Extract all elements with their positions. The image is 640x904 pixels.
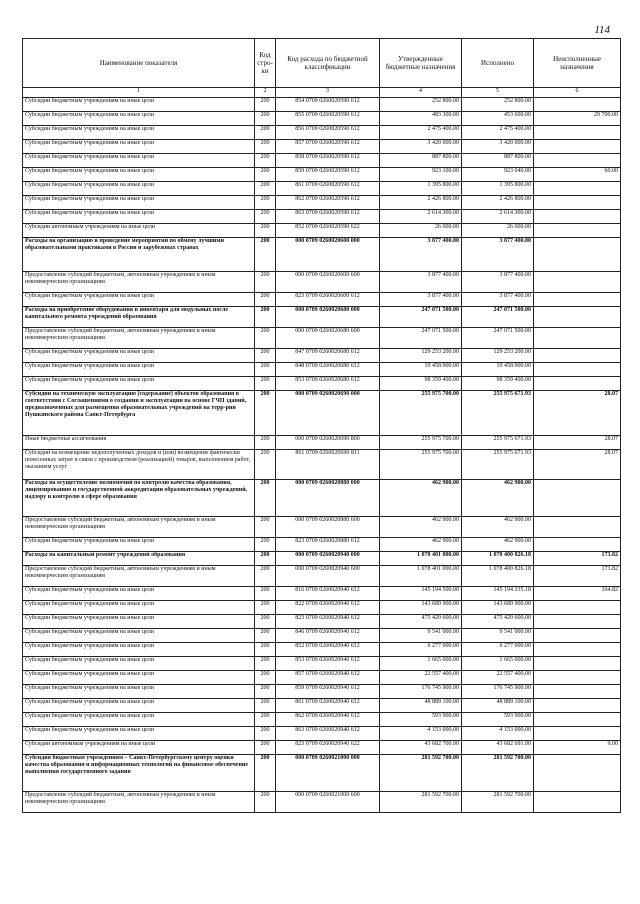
- row-name: Субсидии автономным учреждениям на иные цели: [23, 741, 255, 755]
- table-row: [23, 349, 621, 363]
- row-unexecuted-amount: [534, 727, 621, 741]
- row-line-code: 200: [255, 293, 276, 307]
- row-executed-amount: 1 078 400 826.18: [462, 552, 534, 566]
- row-name: Субсидии бюджетным учреждениям на иные цели: [23, 140, 255, 154]
- row-name: Субсидии бюджетным учреждениям на иные цели: [23, 629, 255, 643]
- row-approved-amount: 1 078 401 000.00: [380, 566, 462, 587]
- row-executed-amount: 1 078 400 826.18: [462, 566, 534, 587]
- table-row: [23, 792, 621, 813]
- row-name: Субсидии на возмещение недополученных доходов и (или) возмещение фактически понесенных затрат в связи с производством (реализацией) товаров, выполнением работ, оказанием услуг: [23, 450, 255, 480]
- row-line-code: 200: [255, 587, 276, 601]
- table-row: [23, 671, 621, 685]
- row-name: Субсидии бюджетным учреждениям на иные цели: [23, 615, 255, 629]
- row-classification-code: 000 0709 0260020940 600: [276, 566, 380, 587]
- row-line-code: 200: [255, 615, 276, 629]
- row-unexecuted-amount: 60.00: [534, 168, 621, 182]
- row-approved-amount: 475 420 600.00: [380, 615, 462, 629]
- row-line-code: 200: [255, 272, 276, 293]
- row-unexecuted-amount: [534, 657, 621, 671]
- table-row: [23, 168, 621, 182]
- table-row: [23, 98, 621, 112]
- row-approved-amount: 255 975 700.00: [380, 391, 462, 436]
- row-executed-amount: 9 541 000.00: [462, 629, 534, 643]
- row-classification-code: 000 0709 0260020690 000: [276, 391, 380, 436]
- row-unexecuted-amount: [534, 792, 621, 813]
- table-row: [23, 755, 621, 792]
- row-classification-code: 816 0709 0260020940 612: [276, 587, 380, 601]
- row-name: Субсидии бюджетным учреждениям на иные цели: [23, 210, 255, 224]
- row-classification-code: 000 0709 0260020940 000: [276, 552, 380, 566]
- row-classification-code: 848 0709 0260020680 612: [276, 363, 380, 377]
- row-executed-amount: 255 975 671.93: [462, 450, 534, 480]
- row-classification-code: 857 0709 0260020940 612: [276, 671, 380, 685]
- row-approved-amount: 3 877 400.00: [380, 293, 462, 307]
- row-name: Субсидии бюджетным учреждениям на иные цели: [23, 538, 255, 552]
- row-approved-amount: 145 194 500.00: [380, 587, 462, 601]
- row-unexecuted-amount: [534, 126, 621, 140]
- row-unexecuted-amount: [534, 755, 621, 792]
- row-executed-amount: 247 071 500.00: [462, 328, 534, 349]
- row-unexecuted-amount: [534, 328, 621, 349]
- row-approved-amount: 252 800.00: [380, 98, 462, 112]
- row-approved-amount: 3 877 400.00: [380, 272, 462, 293]
- row-classification-code: 000 0709 0260020690 800: [276, 436, 380, 450]
- row-unexecuted-amount: [534, 98, 621, 112]
- row-approved-amount: 462 900.00: [380, 480, 462, 517]
- row-line-code: 200: [255, 755, 276, 792]
- row-line-code: 200: [255, 671, 276, 685]
- row-unexecuted-amount: [534, 517, 621, 538]
- row-executed-amount: 19 458 900.00: [462, 363, 534, 377]
- table-row: [23, 224, 621, 238]
- row-classification-code: 862 0709 0260020590 612: [276, 196, 380, 210]
- table-row: [23, 615, 621, 629]
- row-classification-code: 858 0709 0260020590 612: [276, 154, 380, 168]
- row-classification-code: 854 0709 0260020590 612: [276, 98, 380, 112]
- row-approved-amount: 887 800.00: [380, 154, 462, 168]
- table-row: [23, 293, 621, 307]
- row-name: Субсидии бюджетным учреждениям на иные цели: [23, 293, 255, 307]
- row-line-code: 200: [255, 741, 276, 755]
- row-approved-amount: 2 475 400.00: [380, 126, 462, 140]
- row-name: Субсидии бюджетным учреждениям на иные цели: [23, 154, 255, 168]
- row-line-code: 200: [255, 238, 276, 272]
- row-line-code: 200: [255, 98, 276, 112]
- row-line-code: 200: [255, 328, 276, 349]
- table-row: [23, 307, 621, 328]
- row-name: Предоставление субсидий бюджетным, автономным учреждениям и иным некоммерческим организациям: [23, 328, 255, 349]
- row-approved-amount: 923 100.00: [380, 168, 462, 182]
- row-executed-amount: 145 194 335.18: [462, 587, 534, 601]
- row-executed-amount: 255 975 671.93: [462, 436, 534, 450]
- row-approved-amount: 255 975 700.00: [380, 436, 462, 450]
- row-executed-amount: 1 395 800.00: [462, 182, 534, 196]
- row-unexecuted-amount: [534, 643, 621, 657]
- row-line-code: 200: [255, 196, 276, 210]
- row-unexecuted-amount: [534, 196, 621, 210]
- row-unexecuted-amount: [534, 377, 621, 391]
- row-classification-code: 000 0709 0260020680 600: [276, 328, 380, 349]
- row-executed-amount: 143 680 900.00: [462, 601, 534, 615]
- col-number: 6: [534, 88, 621, 98]
- col-number: 4: [380, 88, 462, 98]
- row-unexecuted-amount: 28.07: [534, 391, 621, 436]
- row-line-code: 200: [255, 224, 276, 238]
- row-executed-amount: 593 900.00: [462, 713, 534, 727]
- row-line-code: 200: [255, 727, 276, 741]
- row-name: Субсидии бюджетным учреждениям на иные цели: [23, 587, 255, 601]
- row-line-code: 200: [255, 349, 276, 363]
- row-line-code: 200: [255, 552, 276, 566]
- row-line-code: 200: [255, 363, 276, 377]
- row-executed-amount: 887 800.00: [462, 154, 534, 168]
- row-classification-code: 861 0709 0260020690 811: [276, 450, 380, 480]
- row-executed-amount: 98 359 400.00: [462, 377, 534, 391]
- table-row: [23, 196, 621, 210]
- table-row: [23, 566, 621, 587]
- row-name: Субсидии бюджетным учреждениям на иные цели: [23, 671, 255, 685]
- row-line-code: 200: [255, 436, 276, 450]
- col-header-approved: Утвержденные бюджетные назначения: [380, 39, 462, 88]
- row-name: Субсидии бюджетным учреждениям на иные цели: [23, 182, 255, 196]
- row-unexecuted-amount: 28.07: [534, 450, 621, 480]
- row-executed-amount: 6 277 000.00: [462, 643, 534, 657]
- row-name: Субсидии бюджетным учреждениям на иные цели: [23, 713, 255, 727]
- row-approved-amount: 462 900.00: [380, 538, 462, 552]
- row-line-code: 200: [255, 685, 276, 699]
- row-unexecuted-amount: [534, 140, 621, 154]
- row-unexecuted-amount: [534, 272, 621, 293]
- row-unexecuted-amount: [534, 601, 621, 615]
- budget-report-table: [22, 38, 621, 813]
- row-approved-amount: 2 426 800.00: [380, 196, 462, 210]
- row-unexecuted-amount: [534, 307, 621, 328]
- row-name: Предоставление субсидий бюджетным, автономным учреждениям и иным некоммерческим организациям: [23, 566, 255, 587]
- table-row: [23, 210, 621, 224]
- row-unexecuted-amount: [534, 699, 621, 713]
- row-classification-code: 857 0709 0260020590 612: [276, 140, 380, 154]
- row-name: Расходы на организацию и проведение мероприятий по обмену лучшими образовательными практиками в России и зарубежных странах: [23, 238, 255, 272]
- col-header-unexecuted: Неисполненные назначения: [534, 39, 621, 88]
- row-unexecuted-amount: [534, 154, 621, 168]
- row-unexecuted-amount: [534, 182, 621, 196]
- row-name: Субсидии бюджетным учреждениям на иные цели: [23, 377, 255, 391]
- row-line-code: 200: [255, 307, 276, 328]
- row-unexecuted-amount: 9.00: [534, 741, 621, 755]
- row-line-code: 200: [255, 601, 276, 615]
- row-executed-amount: 4 153 000.00: [462, 727, 534, 741]
- row-approved-amount: 462 900.00: [380, 517, 462, 538]
- row-classification-code: 856 0709 0260020590 612: [276, 126, 380, 140]
- row-approved-amount: 98 359 400.00: [380, 377, 462, 391]
- row-approved-amount: 6 277 000.00: [380, 643, 462, 657]
- row-line-code: 200: [255, 182, 276, 196]
- row-executed-amount: 247 071 500.00: [462, 307, 534, 328]
- row-classification-code: 863 0709 0260020590 612: [276, 210, 380, 224]
- col-number: 5: [462, 88, 534, 98]
- row-approved-amount: 48 889 100.00: [380, 699, 462, 713]
- row-unexecuted-amount: [534, 224, 621, 238]
- row-classification-code: 861 0709 0260020940 612: [276, 699, 380, 713]
- table-row: [23, 552, 621, 566]
- row-line-code: 200: [255, 112, 276, 126]
- row-executed-amount: 281 592 700.00: [462, 755, 534, 792]
- table-row: [23, 140, 621, 154]
- row-unexecuted-amount: [534, 293, 621, 307]
- row-executed-amount: 1 665 000.00: [462, 657, 534, 671]
- row-approved-amount: 43 682 700.00: [380, 741, 462, 755]
- row-executed-amount: 3 420 000.00: [462, 140, 534, 154]
- table-row: [23, 741, 621, 755]
- row-classification-code: 000 0709 0260020600 600: [276, 272, 380, 293]
- row-line-code: 200: [255, 126, 276, 140]
- row-name: Расходы на приобретение оборудования и инвентаря для модульных после капитального ремонта учреждений образования: [23, 307, 255, 328]
- row-line-code: 200: [255, 657, 276, 671]
- row-classification-code: 852 0709 0260020940 612: [276, 643, 380, 657]
- row-name: Субсидии автономным учреждениям на иные цели: [23, 224, 255, 238]
- page-number: 114: [594, 24, 610, 36]
- row-name: Субсидии бюджетным учреждениям на иные цели: [23, 112, 255, 126]
- row-name: Субсидии бюджетным учреждениям на иные цели: [23, 685, 255, 699]
- row-approved-amount: 26 000.00: [380, 224, 462, 238]
- row-executed-amount: 475 420 600.00: [462, 615, 534, 629]
- row-executed-amount: 462 900.00: [462, 480, 534, 517]
- row-executed-amount: 462 900.00: [462, 517, 534, 538]
- col-header-executed: Исполнено: [462, 39, 534, 88]
- row-approved-amount: 593 900.00: [380, 713, 462, 727]
- row-executed-amount: 255 975 671.93: [462, 391, 534, 436]
- row-line-code: 200: [255, 377, 276, 391]
- row-approved-amount: 3 420 000.00: [380, 140, 462, 154]
- row-line-code: 200: [255, 566, 276, 587]
- row-approved-amount: 1 078 401 000.00: [380, 552, 462, 566]
- row-classification-code: 823 0709 0260020940 612: [276, 615, 380, 629]
- table-row: [23, 112, 621, 126]
- table-row: [23, 685, 621, 699]
- row-approved-amount: 281 592 700.00: [380, 792, 462, 813]
- row-name: Иные бюджетные ассигнования: [23, 436, 255, 450]
- row-classification-code: 861 0709 0260020590 612: [276, 182, 380, 196]
- row-approved-amount: 247 071 500.00: [380, 328, 462, 349]
- row-executed-amount: 22 557 400.00: [462, 671, 534, 685]
- row-unexecuted-amount: 29 700.00: [534, 112, 621, 126]
- row-classification-code: 862 0709 0260020940 612: [276, 713, 380, 727]
- row-executed-amount: 176 745 900.00: [462, 685, 534, 699]
- row-line-code: 200: [255, 792, 276, 813]
- row-executed-amount: 453 600.00: [462, 112, 534, 126]
- row-unexecuted-amount: 28.07: [534, 436, 621, 450]
- row-classification-code: 823 0709 0260020600 612: [276, 293, 380, 307]
- table-row: [23, 699, 621, 713]
- row-approved-amount: 4 153 000.00: [380, 727, 462, 741]
- row-approved-amount: 1 665 000.00: [380, 657, 462, 671]
- row-line-code: 200: [255, 699, 276, 713]
- row-line-code: 200: [255, 168, 276, 182]
- row-name: Субсидии бюджетным учреждениям на иные цели: [23, 349, 255, 363]
- row-approved-amount: 176 745 900.00: [380, 685, 462, 699]
- row-classification-code: 000 0709 0260021000 000: [276, 755, 380, 792]
- table-row: [23, 238, 621, 272]
- row-unexecuted-amount: [534, 629, 621, 643]
- row-unexecuted-amount: 164.82: [534, 587, 621, 601]
- row-approved-amount: 143 680 900.00: [380, 601, 462, 615]
- row-name: Предоставление субсидий бюджетным, автономным учреждениям и иным некоммерческим организациям: [23, 792, 255, 813]
- row-executed-amount: 129 253 200.00: [462, 349, 534, 363]
- row-executed-amount: 462 900.00: [462, 538, 534, 552]
- row-classification-code: 823 0709 0260020940 622: [276, 741, 380, 755]
- row-name: Субсидии бюджетным учреждениям на иные цели: [23, 126, 255, 140]
- row-approved-amount: 483 300.00: [380, 112, 462, 126]
- row-classification-code: 822 0709 0260020940 612: [276, 601, 380, 615]
- row-approved-amount: 255 975 700.00: [380, 450, 462, 480]
- row-unexecuted-amount: [534, 685, 621, 699]
- row-line-code: 200: [255, 538, 276, 552]
- table-row: [23, 629, 621, 643]
- row-classification-code: 846 0709 0260020940 612: [276, 629, 380, 643]
- row-unexecuted-amount: [534, 713, 621, 727]
- table-row: [23, 436, 621, 450]
- row-approved-amount: 281 592 700.00: [380, 755, 462, 792]
- row-unexecuted-amount: [534, 210, 621, 224]
- row-executed-amount: 3 877 400.00: [462, 272, 534, 293]
- row-name: Субсидия бюджетным учреждениям – Санкт-Петербургскому центру оценки качества образования и информационных технологий на финансовое обеспечение выполнения государственного задания: [23, 755, 255, 792]
- row-classification-code: 000 0709 0260020680 000: [276, 307, 380, 328]
- row-unexecuted-amount: [534, 671, 621, 685]
- table-row: [23, 657, 621, 671]
- table-row: [23, 328, 621, 349]
- row-classification-code: 853 0709 0260020680 612: [276, 377, 380, 391]
- row-unexecuted-amount: [534, 238, 621, 272]
- row-approved-amount: 19 458 900.00: [380, 363, 462, 377]
- row-executed-amount: 252 800.00: [462, 98, 534, 112]
- table-row: [23, 182, 621, 196]
- row-name: Субсидии бюджетным учреждениям на иные цели: [23, 643, 255, 657]
- row-line-code: 200: [255, 629, 276, 643]
- row-unexecuted-amount: 173.82: [534, 566, 621, 587]
- row-line-code: 200: [255, 450, 276, 480]
- table-row: [23, 480, 621, 517]
- row-classification-code: 000 0709 0260021000 600: [276, 792, 380, 813]
- row-line-code: 200: [255, 391, 276, 436]
- table-row: [23, 587, 621, 601]
- row-unexecuted-amount: [534, 363, 621, 377]
- row-name: Предоставление субсидий бюджетным, автономным учреждениям и иным некоммерческим организациям: [23, 517, 255, 538]
- row-name: Субсидии бюджетным учреждениям на иные цели: [23, 727, 255, 741]
- col-header-name: Наименование показателя: [23, 39, 255, 88]
- row-classification-code: 852 0709 0260020590 622: [276, 224, 380, 238]
- row-unexecuted-amount: [534, 615, 621, 629]
- row-name: Субсидии бюджетным учреждениям на иные цели: [23, 363, 255, 377]
- row-classification-code: 853 0709 0260020940 612: [276, 657, 380, 671]
- table-row: [23, 601, 621, 615]
- row-executed-amount: 3 877 400.00: [462, 293, 534, 307]
- row-line-code: 200: [255, 713, 276, 727]
- row-line-code: 200: [255, 210, 276, 224]
- row-name: Субсидии бюджетным учреждениям на иные цели: [23, 699, 255, 713]
- row-name: Расходы на капитальный ремонт учреждений образования: [23, 552, 255, 566]
- row-classification-code: 855 0709 0260020590 612: [276, 112, 380, 126]
- col-number: 3: [276, 88, 380, 98]
- row-line-code: 200: [255, 154, 276, 168]
- row-approved-amount: 9 541 000.00: [380, 629, 462, 643]
- header-row: [23, 39, 621, 88]
- row-name: Предоставление субсидий бюджетным, автономным учреждениям и иным некоммерческим организациям: [23, 272, 255, 293]
- table-row: [23, 538, 621, 552]
- row-line-code: 200: [255, 480, 276, 517]
- row-approved-amount: 247 071 500.00: [380, 307, 462, 328]
- row-name: Субсидии бюджетным учреждениям на иные цели: [23, 168, 255, 182]
- row-name: Расходы на осуществление полномочий по контролю качества образования, лицензированию и государственной аккредитации образовательных учреждений, надзору и контролю в сфере образования: [23, 480, 255, 517]
- row-unexecuted-amount: [534, 480, 621, 517]
- table-row: [23, 154, 621, 168]
- row-executed-amount: 281 592 700.00: [462, 792, 534, 813]
- col-header-code: Код стро-ки: [255, 39, 276, 88]
- row-approved-amount: 129 253 200.00: [380, 349, 462, 363]
- col-number: 1: [23, 88, 255, 98]
- row-classification-code: 000 0709 0260020600 000: [276, 238, 380, 272]
- row-line-code: 200: [255, 517, 276, 538]
- row-approved-amount: 3 877 400.00: [380, 238, 462, 272]
- row-classification-code: 859 0709 0260020940 612: [276, 685, 380, 699]
- row-executed-amount: 2 614 300.00: [462, 210, 534, 224]
- row-classification-code: 859 0709 0260020590 612: [276, 168, 380, 182]
- table-row: [23, 713, 621, 727]
- table-row: [23, 272, 621, 293]
- row-unexecuted-amount: [534, 538, 621, 552]
- row-classification-code: 000 0709 0260020880 000: [276, 480, 380, 517]
- row-classification-code: 863 0709 0260020940 612: [276, 727, 380, 741]
- row-approved-amount: 2 614 300.00: [380, 210, 462, 224]
- row-executed-amount: 3 877 400.00: [462, 238, 534, 272]
- row-name: Субсидии бюджетным учреждениям на иные цели: [23, 601, 255, 615]
- row-executed-amount: 43 682 691.00: [462, 741, 534, 755]
- table-row: [23, 517, 621, 538]
- row-executed-amount: 48 889 100.00: [462, 699, 534, 713]
- row-executed-amount: 2 475 400.00: [462, 126, 534, 140]
- row-name: Субсидии на техническую эксплуатацию (содержание) объектов образования в соответствии с Соглашениями о создании и эксплуатации на основе ГЧП зданий, предназначенных для размещения образовательных учреждений на терр-рии Пушкинского района Санкт-Петербурга: [23, 391, 255, 436]
- row-unexecuted-amount: 173.82: [534, 552, 621, 566]
- row-executed-amount: 923 040.00: [462, 168, 534, 182]
- row-name: Субсидии бюджетным учреждениям на иные цели: [23, 196, 255, 210]
- table-row: [23, 391, 621, 436]
- table-row: [23, 727, 621, 741]
- row-approved-amount: 1 395 800.00: [380, 182, 462, 196]
- col-number: 2: [255, 88, 276, 98]
- row-name: Субсидии бюджетным учреждениям на иные цели: [23, 657, 255, 671]
- row-executed-amount: 2 426 800.00: [462, 196, 534, 210]
- row-unexecuted-amount: [534, 349, 621, 363]
- table-row: [23, 643, 621, 657]
- table-row: [23, 126, 621, 140]
- row-classification-code: 823 0709 0260020880 612: [276, 538, 380, 552]
- row-name: Субсидии бюджетным учреждениям на иные цели: [23, 98, 255, 112]
- column-number-row: [23, 88, 621, 98]
- row-executed-amount: 26 000.00: [462, 224, 534, 238]
- table-row: [23, 450, 621, 480]
- col-header-classification: Код расхода по бюджетной классификации: [276, 39, 380, 88]
- table-row: [23, 377, 621, 391]
- row-line-code: 200: [255, 643, 276, 657]
- row-classification-code: 847 0709 0260020680 612: [276, 349, 380, 363]
- row-line-code: 200: [255, 140, 276, 154]
- row-classification-code: 000 0709 0260020880 600: [276, 517, 380, 538]
- table-row: [23, 363, 621, 377]
- row-approved-amount: 22 557 400.00: [380, 671, 462, 685]
